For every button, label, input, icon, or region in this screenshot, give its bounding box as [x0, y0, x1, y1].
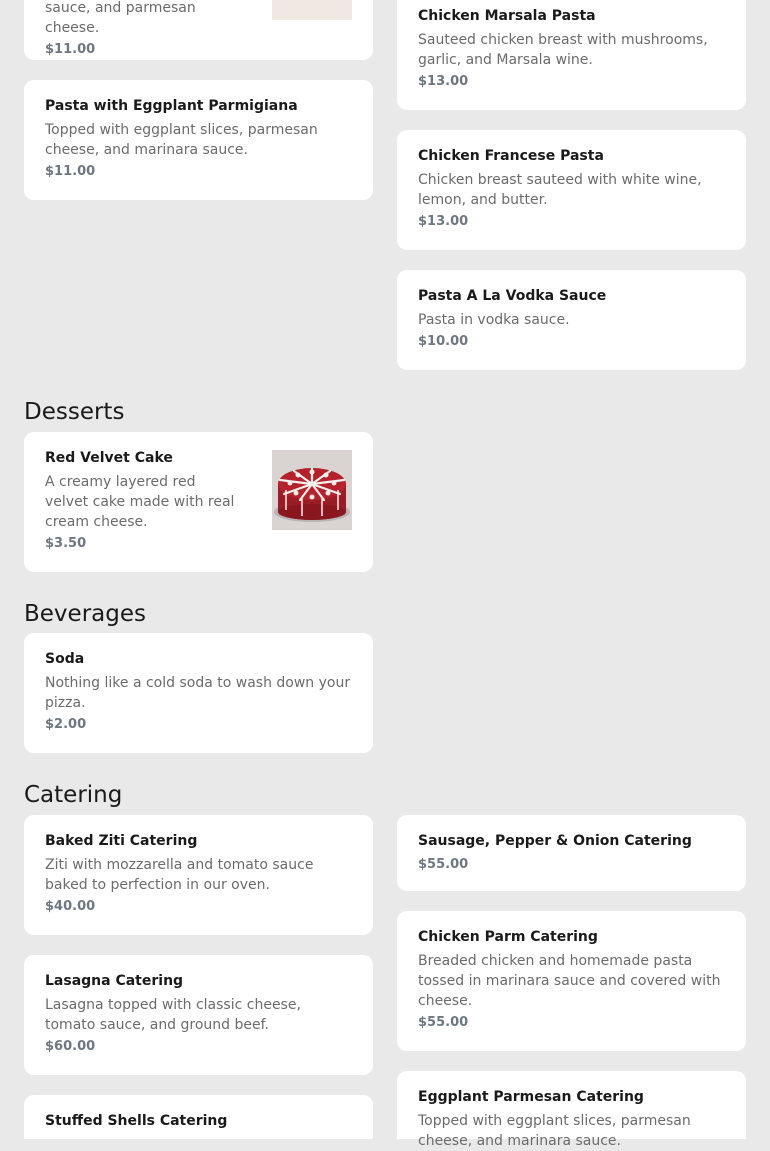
section-title-catering: Catering [24, 782, 123, 808]
item-description: Topped with eggplant slices, parmesan cheese, and marinara sauce. [418, 1113, 691, 1149]
menu-item-card[interactable] [24, 0, 373, 60]
item-price: $2.00 [45, 717, 87, 732]
item-description: Sauteed chicken breast with mushrooms, garlic, and Marsala wine. [418, 32, 708, 68]
item-name: Chicken Francese Pasta [418, 148, 604, 164]
item-description: Topped with eggplant slices, parmesan cheese, and marinara sauce. [45, 122, 318, 158]
item-name: Soda [45, 651, 85, 667]
menu-item-card[interactable] [397, 911, 746, 1051]
menu-item-card[interactable] [24, 815, 373, 935]
item-name: Chicken Parm Catering [418, 929, 598, 945]
item-description: Breaded chicken and homemade pasta tossed in marinara sauce and covered with cheese. [418, 953, 721, 1009]
item-description: A creamy layered red velvet cake made with real cream cheese. [45, 474, 235, 530]
item-photo [272, 450, 352, 530]
item-photo [272, 0, 352, 20]
menu-item-card[interactable] [397, 1071, 746, 1149]
item-description: Lasagna topped with classic cheese, tomato sauce, and ground beef. [45, 997, 301, 1033]
item-name: Sausage, Pepper & Onion Catering [418, 833, 692, 849]
menu-item-card[interactable] [397, 130, 746, 250]
item-price: $13.00 [418, 74, 469, 89]
item-description: Pasta in vodka sauce. [418, 312, 570, 328]
item-name: Baked Ziti Catering [45, 833, 198, 849]
menu-item-card[interactable] [24, 80, 373, 200]
item-description: sauce, and parmesan cheese. [45, 0, 196, 36]
section-title-beverages: Beverages [24, 601, 146, 627]
item-name: Pasta A La Vodka Sauce [418, 288, 607, 304]
item-description: Ziti with mozzarella and tomato sauce baked to perfection in our oven. [45, 857, 314, 893]
item-price: $55.00 [418, 857, 469, 872]
menu-item-card[interactable] [24, 633, 373, 753]
item-price: $55.00 [418, 1015, 469, 1030]
item-description: Nothing like a cold soda to wash down your pizza. [45, 675, 351, 711]
item-price: $10.00 [418, 334, 469, 349]
item-name: Eggplant Parmesan Catering [418, 1089, 644, 1105]
menu-item-card[interactable] [397, 270, 746, 370]
menu-item-card[interactable] [397, 815, 746, 891]
item-name: Red Velvet Cake [45, 450, 173, 466]
menu-item-card[interactable] [397, 0, 746, 110]
menu-item-card[interactable] [24, 432, 373, 572]
item-price: $13.00 [418, 214, 469, 229]
section-title-desserts: Desserts [24, 399, 125, 425]
item-name: Chicken Marsala Pasta [418, 8, 596, 24]
item-description: Chicken breast sauteed with white wine, lemon, and butter. [418, 172, 702, 208]
item-price: $40.00 [45, 899, 96, 914]
menu-item-card[interactable] [24, 955, 373, 1075]
item-price: $11.00 [45, 164, 96, 179]
item-price: $60.00 [45, 1039, 96, 1054]
menu-item-card[interactable] [24, 1095, 373, 1139]
item-price: $11.00 [45, 42, 96, 57]
item-name: Pasta with Eggplant Parmigiana [45, 98, 298, 114]
item-price: $3.50 [45, 536, 87, 551]
item-name: Stuffed Shells Catering [45, 1113, 228, 1129]
item-name: Lasagna Catering [45, 973, 184, 989]
